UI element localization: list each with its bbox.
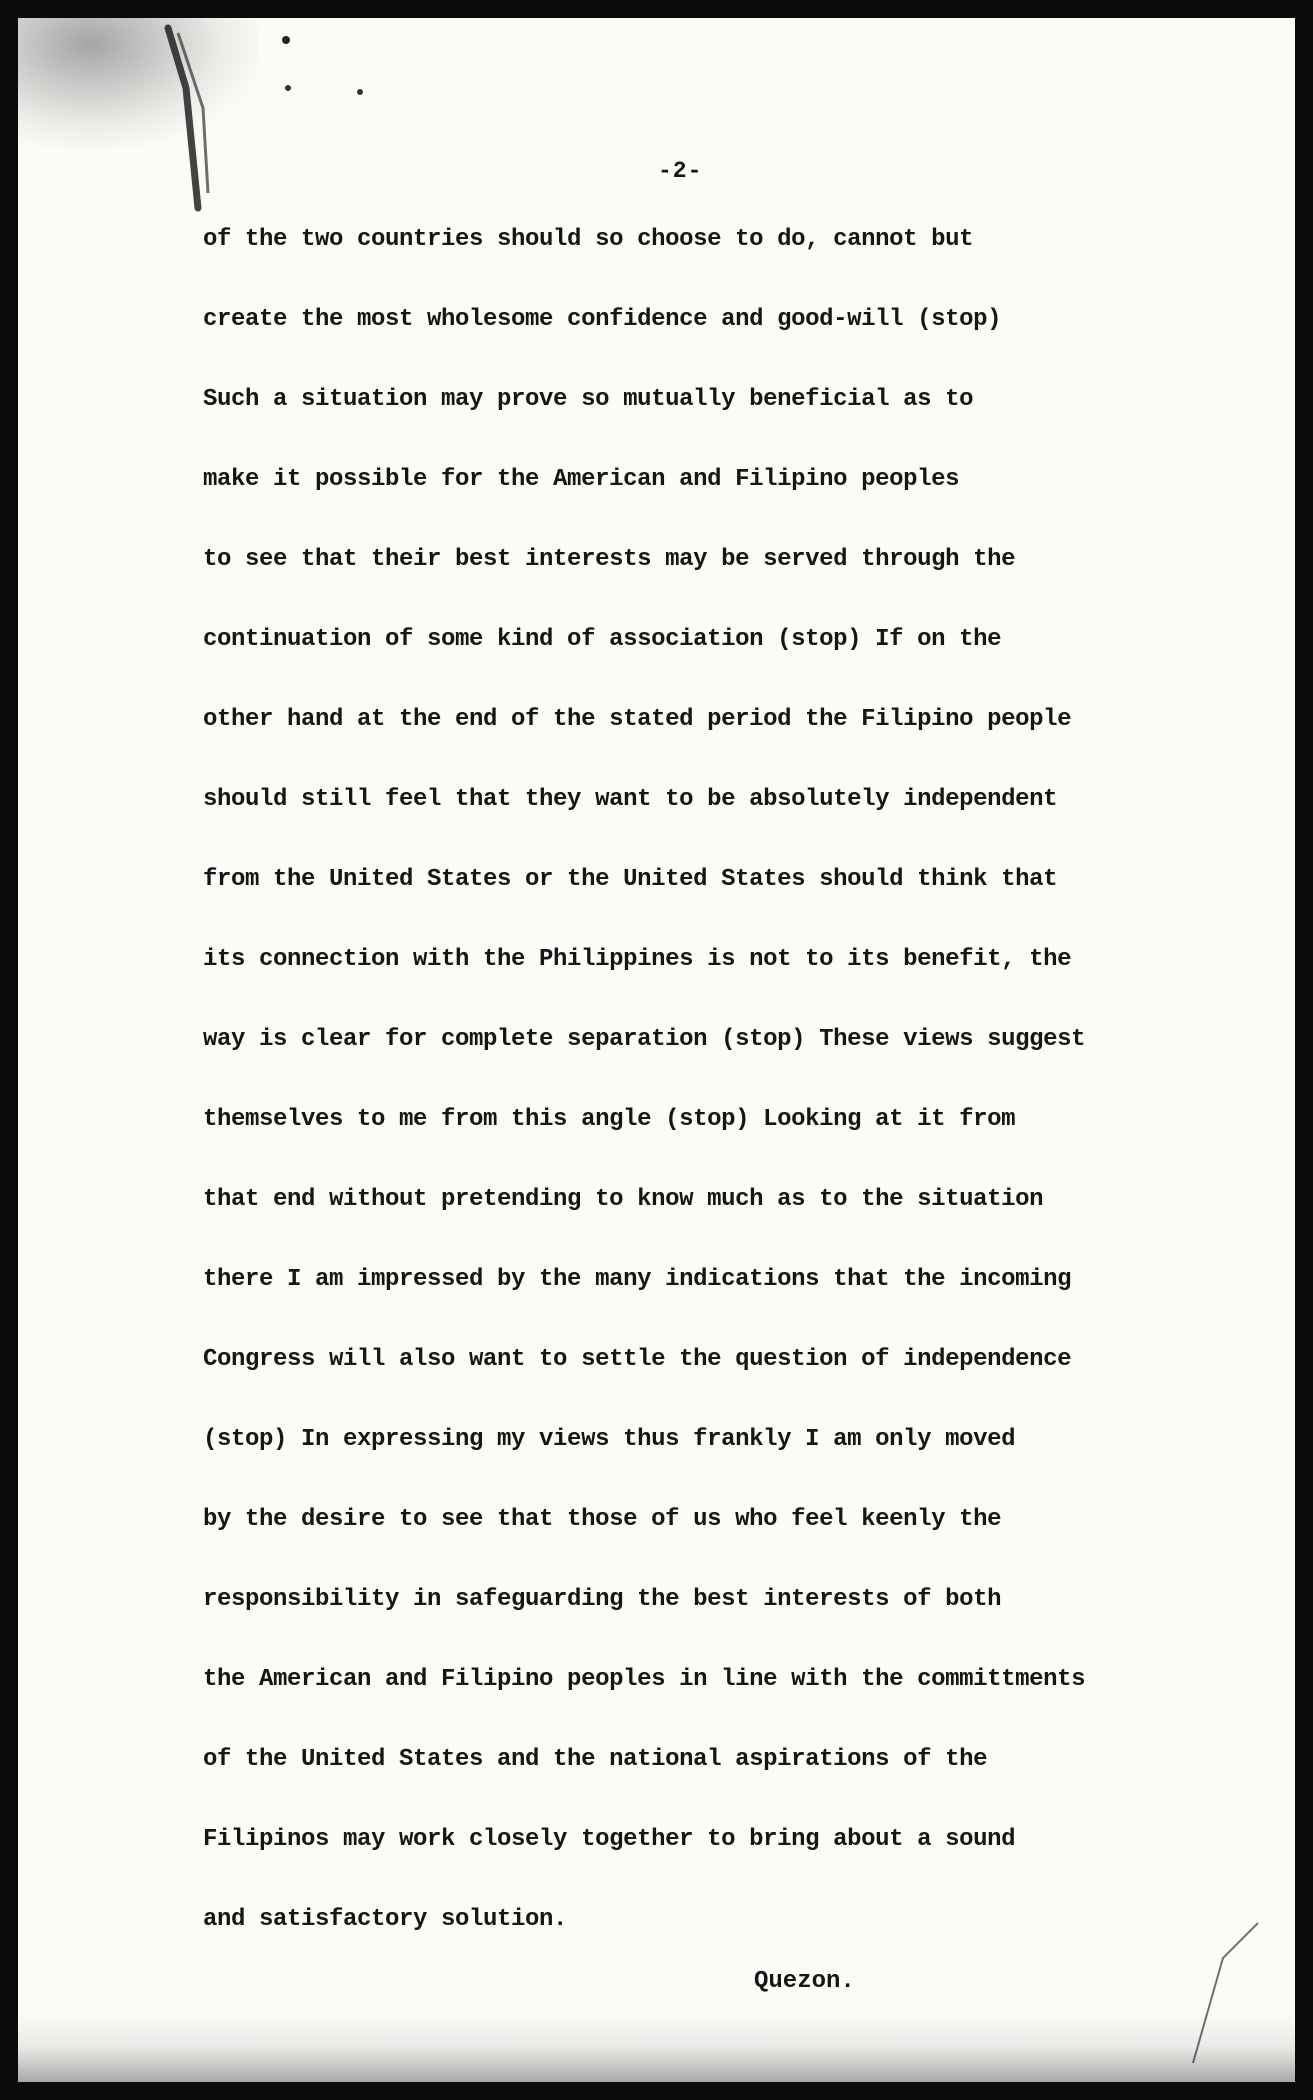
text-line: to see that their best interests may be served through the xyxy=(203,546,1016,573)
text-line: way is clear for complete separation (stop) These views suggest xyxy=(203,1026,1086,1053)
text-line: its connection with the Philippines is not to its benefit, the xyxy=(203,946,1072,973)
document-page xyxy=(18,18,1295,2082)
text-line: should still feel that they want to be absolutely independent xyxy=(203,786,1058,813)
text-line: by the desire to see that those of us who feel keenly the xyxy=(203,1506,1002,1533)
text-line: themselves to me from this angle (stop) Looking at it from xyxy=(203,1106,1016,1133)
text-line: make it possible for the American and Filipino peoples xyxy=(203,466,960,493)
page-number: -2- xyxy=(658,158,703,184)
text-line: of the United States and the national aspirations of the xyxy=(203,1746,988,1773)
text-line: from the United States or the United States should think that xyxy=(203,866,1058,893)
text-line: Congress will also want to settle the question of independence xyxy=(203,1346,1072,1373)
text-line: there I am impressed by the many indications that the incoming xyxy=(203,1266,1072,1293)
signature: Quezon. xyxy=(754,1968,855,1995)
text-line: (stop) In expressing my views thus frankly I am only moved xyxy=(203,1426,1016,1453)
text-line: Filipinos may work closely together to bring about a sound xyxy=(203,1826,1016,1853)
text-line: that end without pretending to know much as to the situation xyxy=(203,1186,1044,1213)
text-line: of the two countries should so choose to do, cannot but xyxy=(203,226,974,253)
text-line: create the most wholesome confidence and good-will (stop) xyxy=(203,306,1002,333)
text-line: continuation of some kind of association (stop) If on the xyxy=(203,626,1002,653)
text-line: and satisfactory solution. xyxy=(203,1906,568,1933)
letter-body xyxy=(203,200,1085,1960)
text-line: other hand at the end of the stated period the Filipino people xyxy=(203,706,1072,733)
text-line: responsibility in safeguarding the best interests of both xyxy=(203,1586,1002,1613)
text-line: the American and Filipino peoples in line with the committments xyxy=(203,1666,1086,1693)
text-line: Such a situation may prove so mutually beneficial as to xyxy=(203,386,974,413)
